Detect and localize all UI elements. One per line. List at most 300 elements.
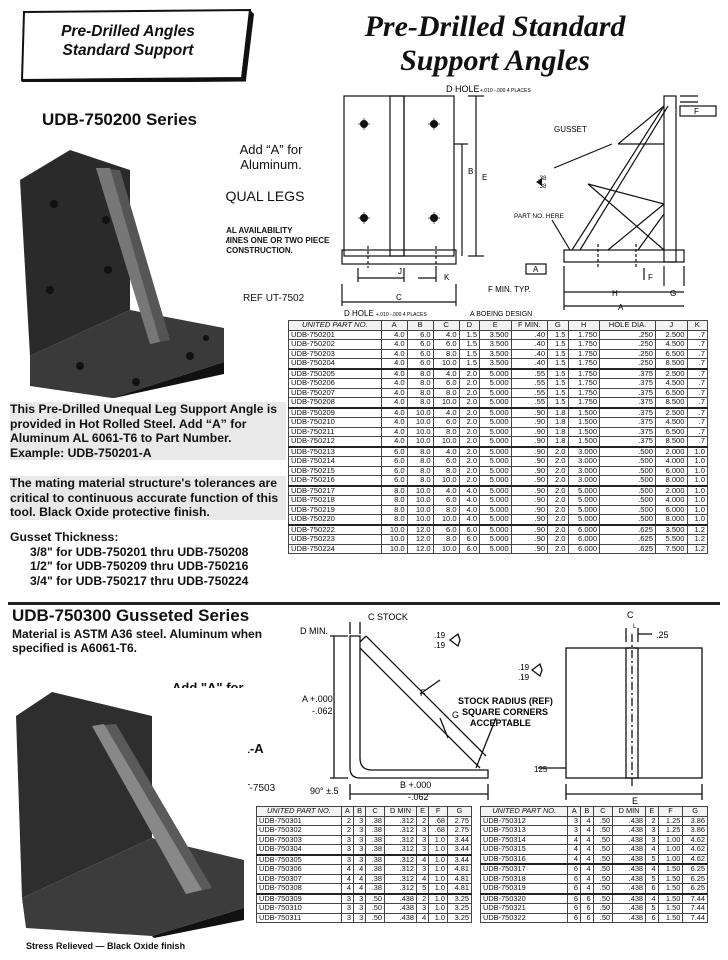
part-number-cell: UDB-750222 [289,525,382,535]
part-number-cell: UDB-750316 [481,854,568,864]
part-number-cell: UDB-750207 [289,388,382,398]
table-cell: 8.0 [407,476,433,486]
table-cell: 6 [568,864,581,874]
weld-19-b: .19 [434,641,446,650]
part-number-cell: UDB-750310 [257,904,342,914]
tol-38-b: .38 [538,184,547,190]
col3-a: A [568,807,581,817]
table-row [257,826,472,836]
table-cell: .625 [600,525,656,535]
table-cell: 6.000 [568,535,600,545]
table-cell: 6.500 [655,349,687,359]
table-cell: 6.25 [683,884,708,894]
table-cell: 6 [568,874,581,884]
table-cell: .312 [385,865,417,875]
series-title-750200: UDB-750200 Series [42,110,197,129]
table-cell: 3 [353,845,365,855]
table-cell: .312 [385,816,417,826]
table-cell: .438 [613,913,646,923]
table-cell: 6.0 [407,340,433,350]
table-cell: .50 [593,894,612,904]
part-number-cell: UDB-750205 [289,369,382,379]
part-number-cell: UDB-750204 [289,359,382,369]
table-cell: 4 [568,854,581,864]
d-hole-top-label: D HOLE [446,84,480,94]
col2-c: C [366,807,385,817]
table-cell: 4 [581,816,594,826]
table-cell: .625 [600,535,656,545]
table-cell: 1.5 [548,398,568,408]
table-cell: 3 [353,835,365,845]
col-g: G [548,321,568,331]
col-j: J [655,321,687,331]
table-cell: 1.750 [568,388,600,398]
table-cell: .250 [600,340,656,350]
table-cell: 1.8 [548,418,568,428]
table-cell: 6 [568,913,581,923]
part-number-cell: UDB-750308 [257,884,342,894]
table-cell: .38 [366,865,385,875]
part-number-cell: UDB-750322 [481,913,568,923]
table-cell: .50 [593,913,612,923]
table-cell: .50 [593,845,612,855]
table-cell: 1.750 [568,398,600,408]
page-title-line-1: Pre-Drilled Standard [364,10,626,43]
table-cell: 8.0 [407,379,433,389]
table-cell: 4.500 [655,340,687,350]
table-cell: .90 [511,476,547,486]
table-cell: .312 [385,874,417,884]
table-row [289,408,708,418]
table-cell: .438 [613,884,646,894]
table-cell: 10.0 [407,418,433,428]
table-cell: 1.00 [658,835,683,845]
table-cell: 6.000 [655,466,687,476]
table-cell: 4.0 [433,330,459,340]
table-cell: 1.25 [658,816,683,826]
table-cell: .40 [511,359,547,369]
table-cell: 8.0 [433,535,459,545]
spec-table-750200 [288,320,708,554]
table-cell: 3.25 [448,904,472,914]
table-cell: 6.0 [433,457,459,467]
table-cell: 4.0 [459,496,479,506]
table-cell: .7 [687,388,707,398]
table-cell: .7 [687,349,707,359]
part-number-cell: UDB-750208 [289,398,382,408]
col3-g: G [683,807,708,817]
table-cell: .312 [385,835,417,845]
table-cell: .55 [511,388,547,398]
table-cell: 10.0 [433,437,459,447]
table-cell: 3.000 [568,466,600,476]
table-cell: 1.00 [658,845,683,855]
table-cell: 6 [568,894,581,904]
table-row [289,496,708,506]
table-cell: 1.8 [548,437,568,447]
table-cell: 3 [646,835,659,845]
table-row [481,854,708,864]
table-cell: .90 [511,447,547,457]
part-number-cell: UDB-750201 [289,330,382,340]
table-cell: 4 [341,874,353,884]
table-cell: 1.0 [429,913,448,923]
table-cell: .250 [600,330,656,340]
table-cell: 4.500 [655,379,687,389]
table-cell: 3.44 [448,845,472,855]
part-number-cell: UDB-750302 [257,826,342,836]
part-number-cell: UDB-750312 [481,816,568,826]
table-cell: 3.500 [480,330,512,340]
table-cell: .90 [511,505,547,515]
table-cell: 2.0 [459,466,479,476]
table-cell: 1.8 [548,408,568,418]
table-cell: 8.0 [381,486,407,496]
table-cell: .38 [366,874,385,884]
part-number-cell: UDB-750304 [257,845,342,855]
table-cell: 2.500 [655,369,687,379]
table-cell: 2.0 [459,476,479,486]
table-cell: 3.500 [480,359,512,369]
table-cell: .90 [511,466,547,476]
part-number-cell: UDB-750213 [289,447,382,457]
weld-19-d: .19 [518,673,530,682]
table-row [481,913,708,923]
table-cell: .40 [511,340,547,350]
table-cell: .68 [429,826,448,836]
table-cell: .312 [385,845,417,855]
table-cell: 5.000 [480,525,512,535]
col2-g: G [448,807,472,817]
part-number-cell: UDB-750317 [481,864,568,874]
table-row [289,476,708,486]
table-cell: 2.0 [459,418,479,428]
table-cell: 5 [646,854,659,864]
spec-table-750300-right-body [481,816,708,923]
table-cell: 2.0 [548,496,568,506]
table-cell: 12.0 [407,525,433,535]
dim-e: E [482,173,488,182]
part-number-cell: UDB-750315 [481,845,568,855]
col2-e: E [417,807,429,817]
table-cell: .90 [511,486,547,496]
table-row [257,884,472,894]
col-b: B [407,321,433,331]
table-cell: .7 [687,359,707,369]
table-cell: 2.0 [548,476,568,486]
table-cell: 3 [353,816,365,826]
table-cell: 6.0 [381,447,407,457]
table-cell: 6.0 [459,544,479,554]
table-cell: 3.25 [448,913,472,923]
table-cell: .50 [366,904,385,914]
table-cell: 2.0 [548,544,568,554]
table-cell: 4 [417,874,429,884]
table-cell: 6 [568,884,581,894]
g-label: G [452,710,460,720]
acceptable-label: ACCEPTABLE [470,718,531,728]
table-cell: 2 [417,816,429,826]
table-cell: 8.0 [433,505,459,515]
table-cell: 8.0 [433,349,459,359]
table-cell: 4 [581,874,594,884]
table-cell: .7 [687,340,707,350]
d-hole-bottom-tol: +.010 -.000 4 PLACES [376,312,427,318]
table-cell: 5.000 [480,457,512,467]
table-cell: 5.000 [480,466,512,476]
table-cell: .7 [687,369,707,379]
table-cell: .38 [366,845,385,855]
table-cell: 8.0 [407,457,433,467]
table-cell: 1.750 [568,369,600,379]
table-cell: .500 [600,505,656,515]
col2-a: A [341,807,353,817]
part-number-cell: UDB-750306 [257,865,342,875]
example-label: EXAMPLE: [174,726,242,741]
table-cell: 4 [341,884,353,894]
table-cell: 6 [646,913,659,923]
table-cell: 4 [581,845,594,855]
table-cell: 7.500 [655,544,687,554]
part-number-cell: UDB-750220 [289,515,382,525]
table-cell: 6.0 [407,330,433,340]
table-cell: .500 [600,476,656,486]
table-cell: 3.25 [448,894,472,904]
table-cell: 4.500 [655,418,687,428]
table-cell: 1.5 [548,388,568,398]
table-cell: 3 [417,865,429,875]
finish-caption: Stress Relieved — Black Oxide finish [26,941,186,951]
table-cell: .375 [600,379,656,389]
table-cell: 1.0 [687,466,707,476]
table-cell: .50 [593,874,612,884]
section-divider [8,602,720,605]
table-cell: .38 [366,826,385,836]
table-cell: 1.50 [658,864,683,874]
table-cell: .50 [593,816,612,826]
table-cell: .375 [600,427,656,437]
f-min-typ-label: F MIN. TYP. [488,285,531,294]
table-cell: .375 [600,418,656,428]
table-row [257,865,472,875]
table-cell: .500 [600,457,656,467]
table-cell: 4.81 [448,865,472,875]
table-cell: 5.000 [480,535,512,545]
table-cell: 3.500 [480,340,512,350]
table-cell: 6.0 [407,359,433,369]
table-cell: .7 [687,418,707,428]
table-cell: 1.0 [429,884,448,894]
table-cell: 6.0 [433,379,459,389]
table-cell: 4 [341,865,353,875]
table-cell: 4.0 [381,369,407,379]
gusset-line-3: 3/4" for UDB-750217 thru UDB-750224 [30,573,249,588]
table-cell: 2.0 [548,535,568,545]
table-cell: 4.62 [683,854,708,864]
table-cell: 1.50 [658,894,683,904]
table-cell: 1.0 [687,476,707,486]
table-cell: 7.44 [683,904,708,914]
description-1: This Pre-Drilled Unequal Leg Support Angle is provided in Hot Rolled Steel. Add “A” for Aluminum AL 6061-T6 to Part Number. Example: UDB-750201-A [10,402,286,460]
table-cell: .438 [613,874,646,884]
table-cell: 1.500 [568,427,600,437]
table-cell: 3 [341,845,353,855]
part-no-here-label: PART NO. HERE [514,213,564,220]
table-row [481,864,708,874]
table-cell: 4 [568,845,581,855]
table-cell: 8.0 [407,369,433,379]
table-cell: 4.62 [683,835,708,845]
table-cell: .375 [600,388,656,398]
table-cell: 1.2 [687,544,707,554]
part-number-cell: UDB-750224 [289,544,382,554]
table-cell: 1.0 [429,865,448,875]
banner-title [28,22,228,60]
table-cell: .50 [593,884,612,894]
table-cell: 1.00 [658,854,683,864]
table-cell: 2.0 [459,398,479,408]
table-cell: .55 [511,379,547,389]
table-cell: .625 [600,544,656,554]
table-cell: 3 [646,826,659,836]
d-hole-top-tol: +.010 -.000 4 PLACES [480,88,531,94]
col2-b: B [353,807,365,817]
table-cell: 6.0 [433,496,459,506]
tol-38-a: .38 [538,176,547,182]
table-cell: 2.000 [655,447,687,457]
table-cell: .90 [511,525,547,535]
table-cell: .50 [366,894,385,904]
table-cell: 3 [417,845,429,855]
table-cell: 12.0 [407,544,433,554]
table-cell: 8.0 [433,388,459,398]
table-cell: 10.0 [433,476,459,486]
table-cell: 3 [341,835,353,845]
table-cell: 8.0 [381,496,407,506]
table-cell: 3.86 [683,826,708,836]
table-cell: 6.0 [459,535,479,545]
table-cell: .90 [511,535,547,545]
table-cell: 10.0 [407,505,433,515]
d-hole-bottom-label: D HOLE [344,309,374,318]
table-cell: 6.0 [459,525,479,535]
table-row [481,894,708,904]
table-cell: 5 [646,874,659,884]
table-cell: 6.000 [655,505,687,515]
col3-b: B [581,807,594,817]
table-cell: .7 [687,408,707,418]
table-cell: .90 [511,544,547,554]
table-cell: 1.5 [459,330,479,340]
table-cell: 6 [568,904,581,914]
col-c: C [433,321,459,331]
table-cell: 10.0 [433,515,459,525]
table-cell: 4.0 [381,349,407,359]
spec-table-750200-body [289,330,708,554]
table-cell: 6.0 [433,340,459,350]
col-f-min: F MIN. [511,321,547,331]
table-cell: 8.500 [655,437,687,447]
dim-a: A [618,303,624,312]
table-cell: 2.0 [459,437,479,447]
page-title-line-2: Support Angles [400,44,590,77]
table-cell: .55 [511,369,547,379]
table-row [289,340,708,350]
table-cell: .500 [600,496,656,506]
table-cell: 1.750 [568,330,600,340]
table-cell: 4 [417,913,429,923]
gusset-label: GUSSET [554,125,587,134]
table-cell: 3.44 [448,855,472,865]
table-cell: .438 [613,835,646,845]
quarter-label: .25 [656,630,669,640]
table-cell: 6.000 [568,525,600,535]
table-cell: 10.0 [381,535,407,545]
spec-table-750300-left-header [257,807,472,817]
part-number-cell: UDB-750223 [289,535,382,545]
table-cell: 1.0 [429,904,448,914]
table-cell: 2.0 [459,379,479,389]
table-cell: 4.0 [381,340,407,350]
table-row [481,826,708,836]
table-cell: 4.0 [433,486,459,496]
table-cell: 1.5 [548,340,568,350]
table-cell: 4.0 [381,379,407,389]
part-number-cell: UDB-750219 [289,505,382,515]
table-cell: 5 [417,884,429,894]
table-cell: 1.0 [429,845,448,855]
table-cell: .312 [385,826,417,836]
table-cell: 4.0 [459,505,479,515]
table-cell: .438 [613,904,646,914]
table-cell: 7.44 [683,894,708,904]
table-cell: 1.750 [568,359,600,369]
gusset-line-2: 1/2" for UDB-750209 thru UDB-750216 [30,559,249,573]
table-cell: 1.750 [568,349,600,359]
part-number-cell: UDB-750209 [289,408,382,418]
table-cell: 8.500 [655,398,687,408]
table-cell: .375 [600,369,656,379]
ref-ut-7503: REF UT-7503 [214,783,276,794]
table-cell: 5.000 [480,505,512,515]
weld-19-c: .19 [518,663,530,672]
table-cell: 4 [581,884,594,894]
table-cell: 3 [353,904,365,914]
table-cell: 5.000 [480,476,512,486]
table-cell: .375 [600,437,656,447]
banner-line-1: Pre-Drilled Angles [61,23,195,40]
table-cell: 3 [341,913,353,923]
square-corners-label: SQUARE CORNERS [462,707,549,717]
dim-f-box: F [694,107,699,116]
col3-c: C [593,807,612,817]
table-cell: 4.000 [655,496,687,506]
table-cell: .38 [366,816,385,826]
table-row [257,894,472,904]
col-d: D [459,321,479,331]
table-cell: 4 [353,884,365,894]
table-cell: 3 [417,826,429,836]
table-cell: 4.0 [381,388,407,398]
table-cell: .250 [600,359,656,369]
table-cell: 1.0 [429,894,448,904]
finish-125-label: 125 [534,765,548,774]
table-cell: .375 [600,408,656,418]
a-tol-label: A +.000 [302,694,333,704]
table-cell: .7 [687,398,707,408]
table-cell: 5.000 [480,447,512,457]
col3-e: E [646,807,659,817]
